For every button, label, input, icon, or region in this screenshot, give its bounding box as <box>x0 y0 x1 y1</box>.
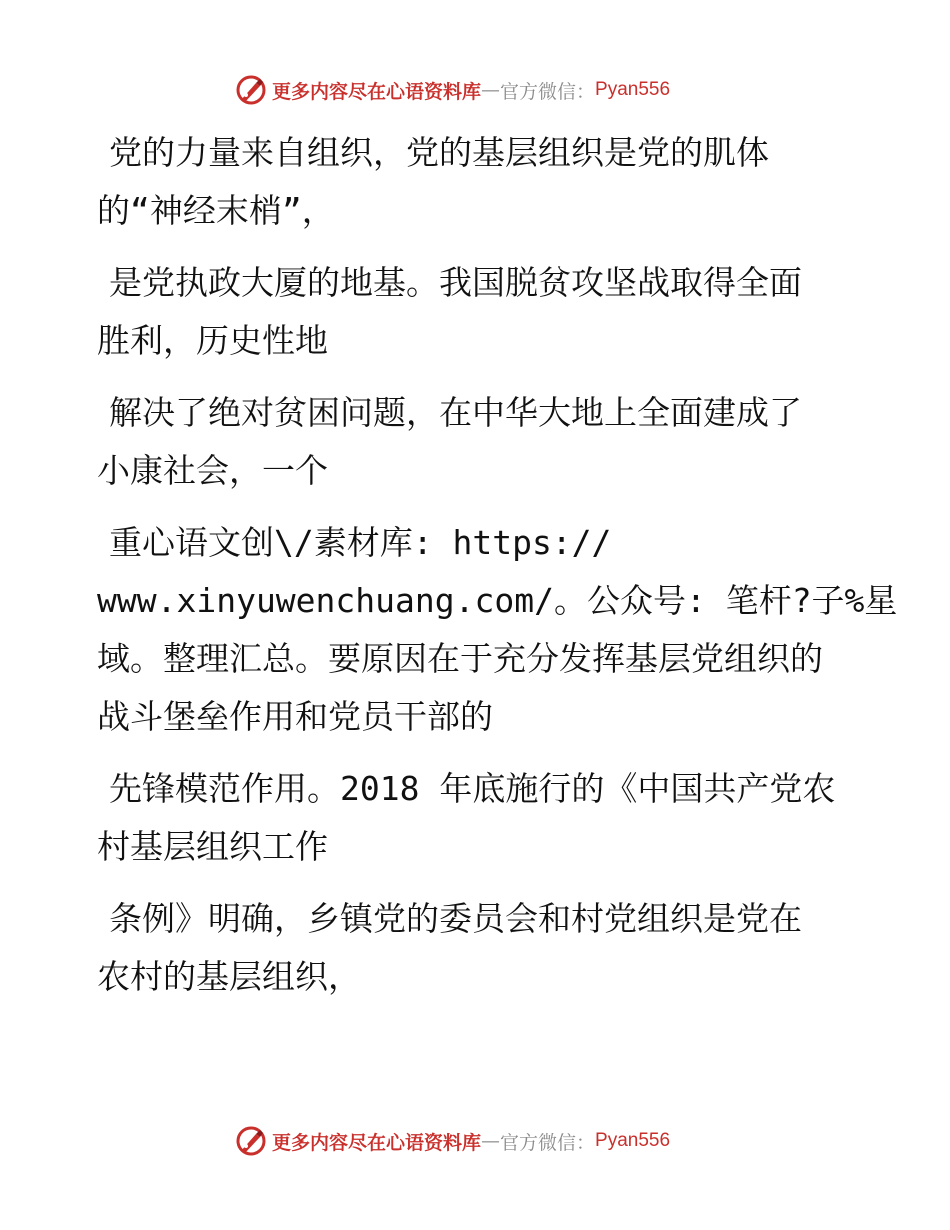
text-line: 域。整理汇总。要原因在于充分发挥基层党组织的 <box>97 639 823 678</box>
banner-separator: — <box>481 79 501 101</box>
banner-left-text: 更多内容尽在心语资料库 <box>272 1131 482 1154</box>
paragraph <box>97 890 857 1006</box>
text-line: 胜利，历史性地 <box>97 321 328 360</box>
text-line: www.xinyuwenchuang.com/。公众号: 笔杆?子%星 <box>97 581 898 620</box>
text-line: 先锋模范作用。2018 年底施行的《中国共产党农 <box>109 769 836 808</box>
text-line: 党的力量来自组织，党的基层组织是党的肌体 <box>109 133 769 172</box>
text-line: 村基层组织工作 <box>97 827 328 866</box>
text-line: 解决了绝对贫困问题，在中华大地上全面建成了 <box>109 393 802 432</box>
paragraph <box>97 124 857 240</box>
banner-left-text: 更多内容尽在心语资料库 <box>272 80 482 103</box>
footer-banner <box>234 1124 714 1158</box>
pen-logo-icon <box>234 73 268 107</box>
text-line: 重心语文创\/素材库: https:// <box>109 523 612 562</box>
banner-wechat-id: Pyan556 <box>595 79 671 100</box>
text-line: 小康社会，一个 <box>97 451 328 490</box>
paragraph <box>97 760 857 876</box>
header-banner <box>234 73 714 107</box>
text-line: 的“神经末梢”， <box>97 191 335 230</box>
banner-wechat-label: 官方微信： <box>500 80 596 103</box>
banner-wechat-id: Pyan556 <box>595 1130 671 1151</box>
text-line: 战斗堡垒作用和党员干部的 <box>97 697 493 736</box>
banner-wechat-label: 官方微信： <box>500 1131 596 1154</box>
paragraph <box>97 384 857 500</box>
text-line: 是党执政大厦的地基。我国脱贫攻坚战取得全面 <box>109 263 802 302</box>
text-line: 农村的基层组织， <box>97 957 361 996</box>
paragraph <box>97 254 857 370</box>
paragraph <box>97 514 898 746</box>
text-line: 条例》明确，乡镇党的委员会和村党组织是党在 <box>109 899 802 938</box>
body-text <box>97 124 898 1006</box>
banner-separator: — <box>481 1130 501 1152</box>
pen-logo-icon <box>234 1124 268 1158</box>
